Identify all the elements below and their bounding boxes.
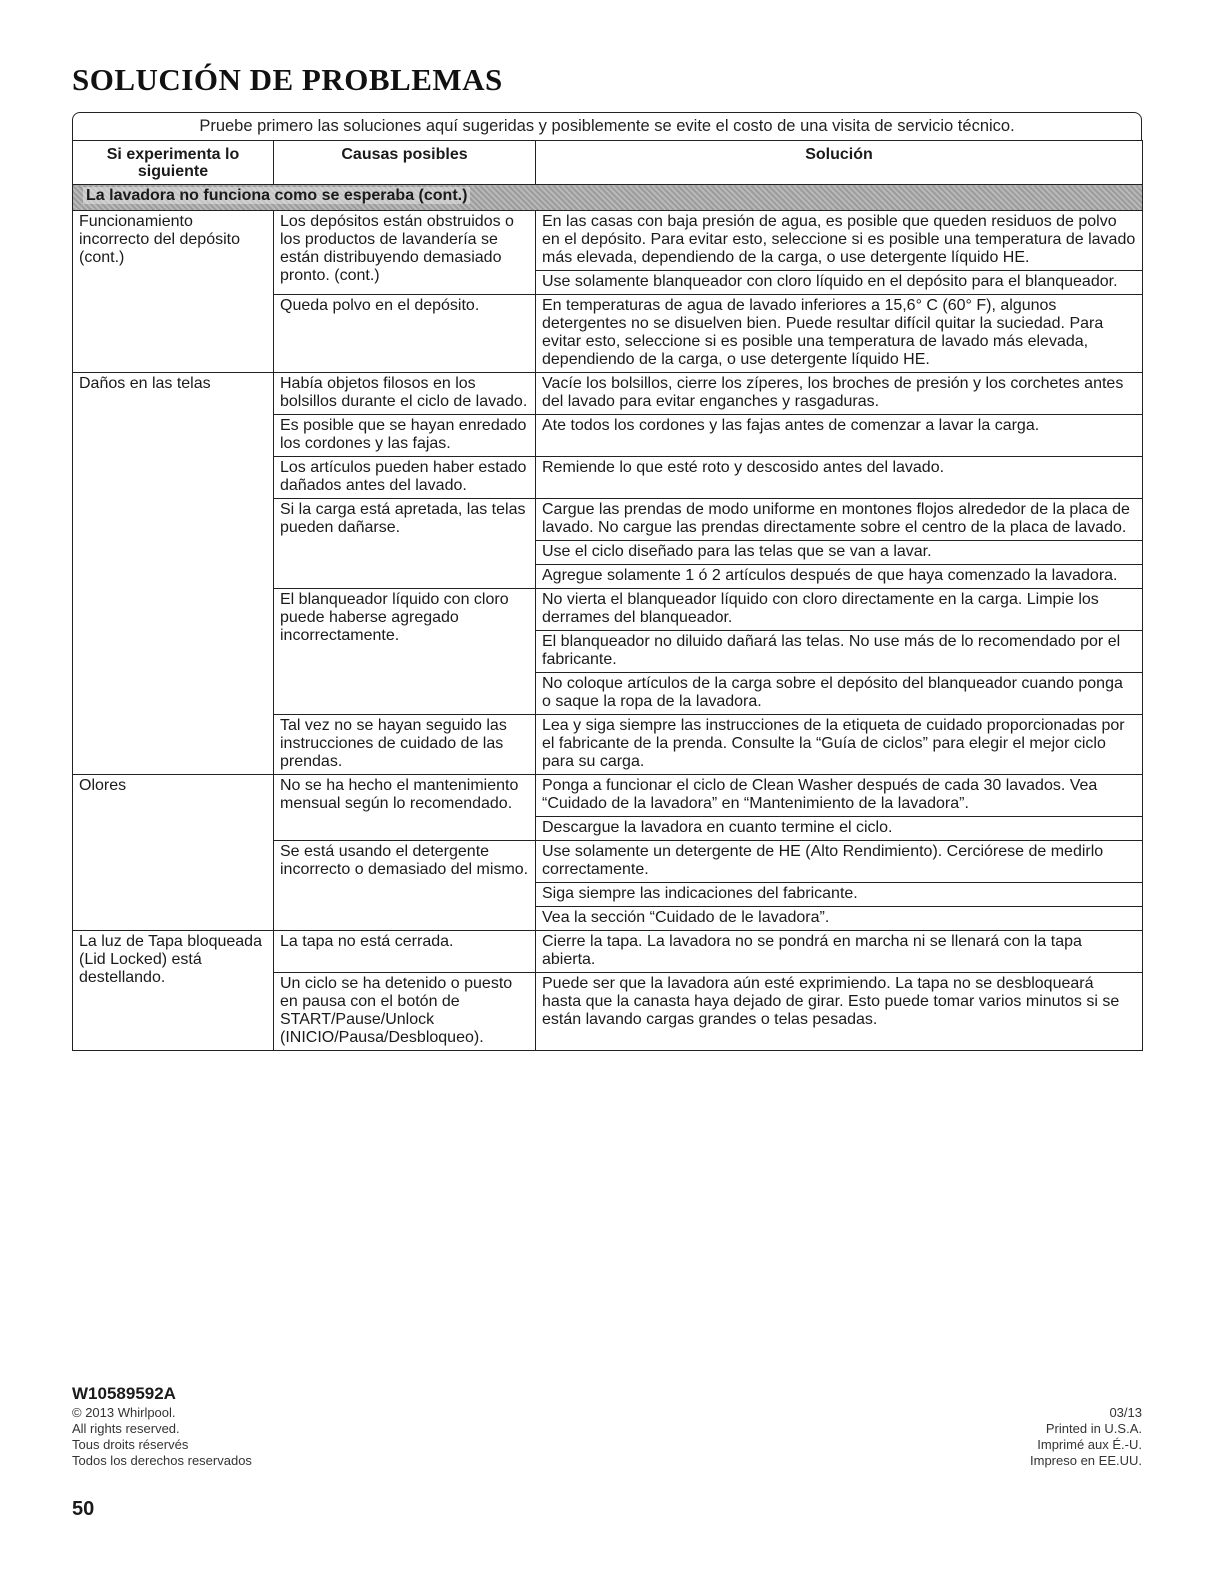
solution-cell: No coloque artículos de la carga sobre el depósito del blanqueador cuando ponga o saque la ropa de la lavadora. [536, 673, 1143, 715]
cause-cell: El blanqueador líquido con cloro puede haberse agregado incorrectamente. [274, 589, 536, 715]
footer-right-line: Impreso en EE.UU. [1030, 1453, 1142, 1468]
footer-right-line: Printed in U.S.A. [1045, 1421, 1142, 1436]
table-row [73, 211, 1143, 271]
solution-cell: No vierta el blanqueador líquido con cloro directamente en la carga. Limpie los derrames del blanqueador. [536, 589, 1143, 631]
solution-cell: Use solamente blanqueador con cloro líquido en el depósito para el blanqueador. [536, 271, 1143, 295]
part-number: W10589592A [72, 1384, 176, 1403]
cause-cell: La tapa no está cerrada. [274, 931, 536, 973]
cause-cell: Un ciclo se ha detenido o puesto en pausa con el botón de START/Pause/Unlock (INICIO/Pausa/Desbloqueo). [274, 973, 536, 1051]
section-row [73, 185, 1143, 211]
solution-cell: Cargue las prendas de modo uniforme en montones flojos alrededor de la placa de lavado. No cargue las prendas directamente sobre el centro de la placa de lavado. [536, 499, 1143, 541]
solution-cell: Agregue solamente 1 ó 2 artículos después de que haya comenzado la lavadora. [536, 565, 1143, 589]
page-title: SOLUCIÓN DE PROBLEMAS [72, 62, 503, 97]
solution-cell: Siga siempre las indicaciones del fabricante. [536, 883, 1143, 907]
cause-cell: Queda polvo en el depósito. [274, 295, 536, 373]
symptom-cell: Olores [73, 775, 274, 931]
solution-cell: El blanqueador no diluido dañará las telas. No use más de lo recomendado por el fabricante. [536, 631, 1143, 673]
solution-cell: Ponga a funcionar el ciclo de Clean Washer después de cada 30 lavados. Vea “Cuidado de la lavadora” en “Mantenimiento de la lavadora”. [536, 775, 1143, 817]
footer-print-info [1030, 1405, 1142, 1469]
column-header-symptom: Si experimenta lo siguiente [73, 141, 274, 185]
symptom-cell: Daños en las telas [73, 373, 274, 775]
solution-cell: Ate todos los cordones y las fajas antes de comenzar a lavar la carga. [536, 415, 1143, 457]
solution-cell: Vacíe los bolsillos, cierre los zíperes, los broches de presión y los corchetes antes del lavado para evitar enganches y rasgaduras. [536, 373, 1143, 415]
table-row [73, 931, 1143, 973]
cause-cell: Es posible que se hayan enredado los cordones y las fajas. [274, 415, 536, 457]
solution-cell: Cierre la tapa. La lavadora no se pondrá en marcha ni se llenará con la tapa abierta. [536, 931, 1143, 973]
troubleshooting-table [72, 140, 1143, 1051]
page-number: 50 [72, 1498, 95, 1520]
solution-cell: En temperaturas de agua de lavado inferiores a 15,6° C (60° F), algunos detergentes no se disuelven bien. Puede resultar difícil quitar la suciedad. Para evitar esto, seleccione si es posible una temperatura de lavado más elevada, dependiendo de la carga, o use detergente líquido HE. [536, 295, 1143, 373]
footer-left-line: © 2013 Whirlpool. [72, 1405, 176, 1420]
cause-cell: No se ha hecho el mantenimiento mensual según lo recomendado. [274, 775, 536, 841]
footer-right-line: 03/13 [1109, 1405, 1142, 1420]
solution-cell: Use solamente un detergente de HE (Alto Rendimiento). Cerciórese de medirlo correctamente. [536, 841, 1143, 883]
symptom-cell: La luz de Tapa bloqueada (Lid Locked) está destellando. [73, 931, 274, 1051]
cause-cell: Si la carga está apretada, las telas pueden dañarse. [274, 499, 536, 589]
footer-left-line: All rights reserved. [72, 1421, 180, 1436]
footer-left-line: Todos los derechos reservados [72, 1453, 252, 1468]
table-row [73, 373, 1143, 415]
troubleshooting-frame [72, 112, 1142, 1051]
footer-right-line: Imprimé aux É.-U. [1037, 1437, 1142, 1452]
column-header-solution: Solución [536, 141, 1143, 185]
table-header-row [73, 141, 1143, 185]
section-title: La lavadora no funciona como se esperaba (cont.) [83, 187, 470, 204]
solution-cell: Descargue la lavadora en cuanto termine el ciclo. [536, 817, 1143, 841]
solution-cell: Puede ser que la lavadora aún esté exprimiendo. La tapa no se desbloqueará hasta que la canasta haya dejado de girar. Esto puede tomar varios minutos si se están lavando cargas grandes o telas pesadas. [536, 973, 1143, 1051]
footer-copyright [72, 1405, 252, 1469]
solution-cell: Use el ciclo diseñado para las telas que se van a lavar. [536, 541, 1143, 565]
footer-left-line: Tous droits réservés [72, 1437, 189, 1452]
cause-cell: Se está usando el detergente incorrecto o demasiado del mismo. [274, 841, 536, 931]
cause-cell: Tal vez no se hayan seguido las instrucciones de cuidado de las prendas. [274, 715, 536, 775]
cause-cell: Los depósitos están obstruidos o los productos de lavandería se están distribuyendo demasiado pronto. (cont.) [274, 211, 536, 295]
solution-cell: Vea la sección “Cuidado de le lavadora”. [536, 907, 1143, 931]
column-header-cause: Causas posibles [274, 141, 536, 185]
intro-text: Pruebe primero las soluciones aquí sugeridas y posiblemente se evite el costo de una visita de servicio técnico. [72, 112, 1142, 140]
cause-cell: Los artículos pueden haber estado dañados antes del lavado. [274, 457, 536, 499]
solution-cell: Lea y siga siempre las instrucciones de la etiqueta de cuidado proporcionadas por el fabricante de la prenda. Consulte la “Guía de ciclos” para elegir el mejor ciclo para su carga. [536, 715, 1143, 775]
solution-cell: Remiende lo que esté roto y descosido antes del lavado. [536, 457, 1143, 499]
table-row [73, 775, 1143, 817]
cause-cell: Había objetos filosos en los bolsillos durante el ciclo de lavado. [274, 373, 536, 415]
solution-cell: En las casas con baja presión de agua, es posible que queden residuos de polvo en el depósito. Para evitar esto, seleccione si es posible una temperatura de lavado más elevada, dependiendo de la carga, o use detergente líquido HE. [536, 211, 1143, 271]
symptom-cell: Funcionamiento incorrecto del depósito (cont.) [73, 211, 274, 373]
